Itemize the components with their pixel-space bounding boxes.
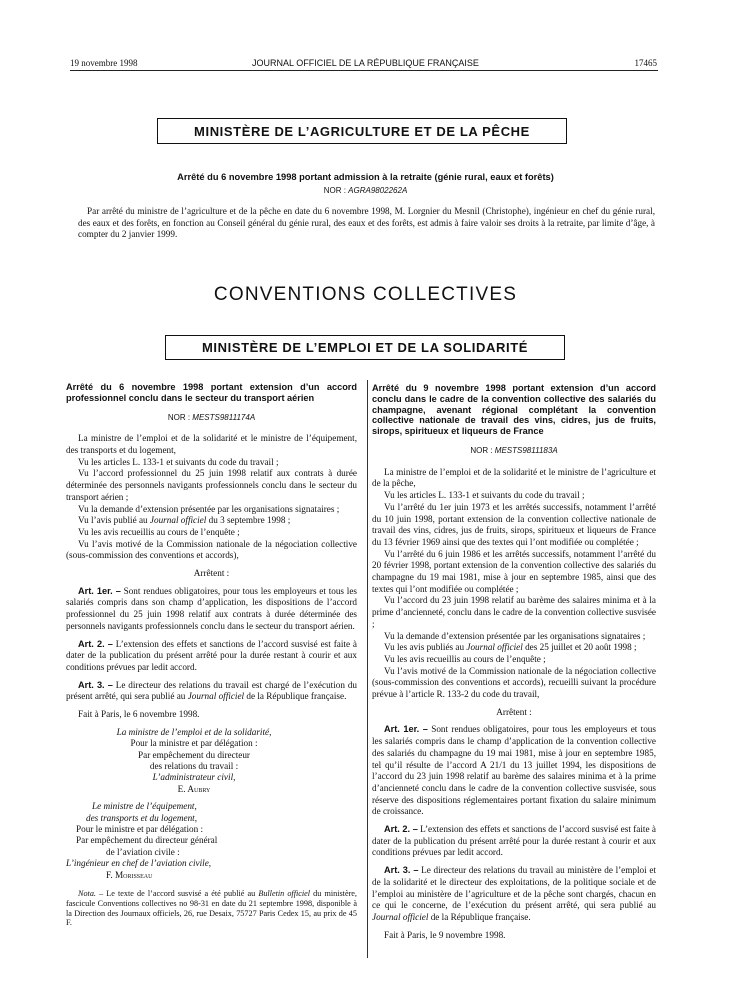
right-fait-a-paris: Fait à Paris, le 9 novembre 1998. [384, 929, 506, 940]
left-visa: Vu la demande d’extension présentée par les organisations signataires ; [78, 503, 340, 514]
left-preamble: La ministre de l’emploi et de la solidarité et le ministre de l’équipement, des transports et du logement, [66, 433, 357, 455]
header-journal-title: JOURNAL OFFICIEL DE LA RÉPUBLIQUE FRANÇAISE [252, 58, 479, 68]
left-article-2: Art. 2. – L’extension des effets et sanctions de l’accord susvisé est faite à dater de la publication du présent arrêté pour la durée restant à courir et aux conditions prévues par ledit accord. [66, 638, 358, 672]
left-visa: Vu les avis recueillis au cours de l’enquête ; [78, 526, 240, 537]
left-visa: Vu l’avis publié au Journal officiel du 3 septembre 1998 ; [78, 515, 291, 526]
right-article-2: Art. 2. – L’extension des effets et sanctions de l’accord susvisé est faite à dater de la publication du présent arrêté pour la durée restant à courir et aux conditions prévues par ledit accord. [372, 824, 656, 858]
right-preamble: La ministre de l’emploi et de la solidarité et le ministre de l’agriculture et de la pêche, [372, 466, 656, 489]
header-page-number: 17465 [634, 58, 657, 68]
right-arretent: Arrêtent : [496, 706, 532, 717]
right-visa: Vu l’accord du 23 juin 1998 relatif au barème des salaires minima et à la prime d’ancienneté, conclu dans le cadre de la convention collective susvisée ; [372, 595, 656, 629]
right-visa: Vu l’arrêté du 6 juin 1986 et les arrêtés successifs, notamment l’arrêté du 20 février 1998, portant extension de la convention collective des salariés du champagne du 19 mai 1981, mise à jour en septembre 1985, ainsi que des textes qui l’ont modifiée ou complétée ; [372, 548, 656, 594]
left-column-arrete [66, 382, 357, 928]
left-nota: Nota. – Le texte de l’accord susvisé a été publié au Bulletin officiel du ministère, fascicule Conventions collectives no 98-31 en date du 21 septembre 1998, disponible à la Direction des Journaux officiels, 26, rue Desaix, 75727 Paris Cedex 15, au prix de 45 F. [66, 889, 357, 928]
arrete-retraite-nor: NOR : AGRA9802262A [323, 186, 408, 195]
right-article-1: Art. 1er. – Sont rendues obligatoires, pour tous les employeurs et tous les salariés compris dans le champ d’application de la convention collective des salariés du champagne du 19 mai 1981, mise à jour en septembre 1985, tel qu’il résulte de l’accord A 21/1 du 13 juillet 1994, les dispositions de l’accord du 23 juin 1998 relatif au barème des salaires minima et à la prime d’ancienneté conclu dans le cadre de la convention collective susvisée, sous réserve des dispositions réglementaires portant fixation du salaire minimum de croissance. [372, 724, 656, 817]
right-column-arrete [372, 383, 656, 941]
right-visa: Vu les avis recueillis au cours de l’enquête ; [384, 653, 546, 664]
left-article-3: Art. 3. – Le directeur des relations du travail est chargé de l’exécution du présent arrêté, qui sera publié au Journal officiel de la République française. [66, 679, 358, 702]
header-rule [70, 70, 658, 71]
left-visa: Vu l’accord professionnel du 25 juin 1998 relatif aux contrats à durée déterminée des personnels navigants professionnels conclu dans le secteur du transport aérien ; [66, 468, 357, 502]
arrete-retraite-body: Par arrêté du ministre de l’agriculture et de la pêche en date du 6 novembre 1998, M. Lorgnier du Mesnil (Christophe), ingénieur en chef du génie rural, des eaux et des forêts, en fonction au Conseil général du génie rural, des eaux et des forêts, est admis à faire valoir ses droits à la retraite, par limite d’âge, à compter du 2 janvier 1999. [78, 206, 655, 239]
right-arrete-title: Arrêté du 9 novembre 1998 portant extension d’un accord conclu dans le cadre de la convention collective des salariés du champagne, avenant régional complétant la convention collective nationale de travail des vins, cidres, jus de fruits, sirops, spiritueux et liqueurs de France [372, 383, 656, 437]
conventions-collectives-title: CONVENTIONS COLLECTIVES [213, 284, 518, 305]
left-signature-equipement: Le ministre de l’équipement, des transports et du logement, Pour le ministre et par délégation : Par empêchement du directeur général de l’aviation civile : L’ingénieur en chef de l’aviation civile, F. Morisseau [66, 801, 218, 880]
right-arrete-nor: NOR : MESTS9811183A [470, 445, 558, 455]
left-visa: Vu l’avis motivé de la Commission nationale de la négociation collective (sous-commission des conventions et accords), [66, 538, 357, 561]
left-arretent: Arrêtent : [193, 568, 230, 579]
right-visa: Vu l’avis motivé de la Commission nationale de la négociation collective (sous-commission des conventions et accords), recueilli suivant la procédure prévue à l’article R. 133-2 du code du travail, [372, 665, 656, 700]
ministry-agriculture-box: MINISTÈRE DE L’AGRICULTURE ET DE LA PÊCHE [157, 118, 567, 144]
header-date: 19 novembre 1998 [70, 58, 138, 68]
right-visa: Vu l’arrêté du 1er juin 1973 et les arrêtés successifs, notamment l’arrêté du 10 juin 1998, portant extension de la convention collective nationale de travail des vins, cidres, jus de fruits, sirops, spiritueux et liqueurs de France du 13 février 1969 ainsi que des textes qui l’ont modifiée ou complétée ; [372, 501, 656, 547]
left-visa: Vu les articles L. 133-1 et suivants du code du travail ; [78, 456, 279, 467]
right-article-3: Art. 3. – Le directeur des relations du travail au ministère de l’emploi et de la solidarité et le directeur des exploitations, de la politique sociale et de l’emploi au ministère de l’agriculture et de la pêche sont chargés, chacun en ce qui le concerne, de l’exécution du présent arrêté, qui sera publié au Journal officiel de la République française. [372, 865, 656, 922]
column-divider [367, 380, 368, 958]
left-arrete-nor: NOR : MESTS9811174A [167, 412, 256, 422]
left-arrete-title: Arrêté du 6 novembre 1998 portant extension d’un accord professionnel conclu dans le secteur du transport aérien [66, 382, 357, 403]
ministry-emploi-box: MINISTÈRE DE L’EMPLOI ET DE LA SOLIDARITÉ [165, 335, 565, 360]
arrete-retraite-title: Arrêté du 6 novembre 1998 portant admission à la retraite (génie rural, eaux et forêts) [177, 172, 554, 182]
right-visa: Vu les avis publiés au Journal officiel des 25 juillet et 20 août 1998 ; [384, 642, 637, 653]
left-signature-emploi: La ministre de l’emploi et de la solidarité, Pour la ministre et par délégation : Par empêchement du directeur des relations du travail : L’administrateur civil, E. Aubry [116, 726, 272, 794]
left-fait-a-paris: Fait à Paris, le 6 novembre 1998. [78, 709, 200, 720]
right-visa: Vu les articles L. 133-1 et suivants du code du travail ; [384, 490, 585, 501]
right-visa: Vu la demande d’extension présentée par les organisations signataires ; [384, 630, 646, 641]
left-article-1: Art. 1er. – Sont rendues obligatoires, pour tous les employeurs et tous les salariés compris dans son champ d’application, les dispositions de l’accord professionnel du 25 juin 1998 relatif aux contrats à durée déterminée des personnels navigants professionnels conclu dans le secteur du transport aérien. [66, 585, 357, 631]
